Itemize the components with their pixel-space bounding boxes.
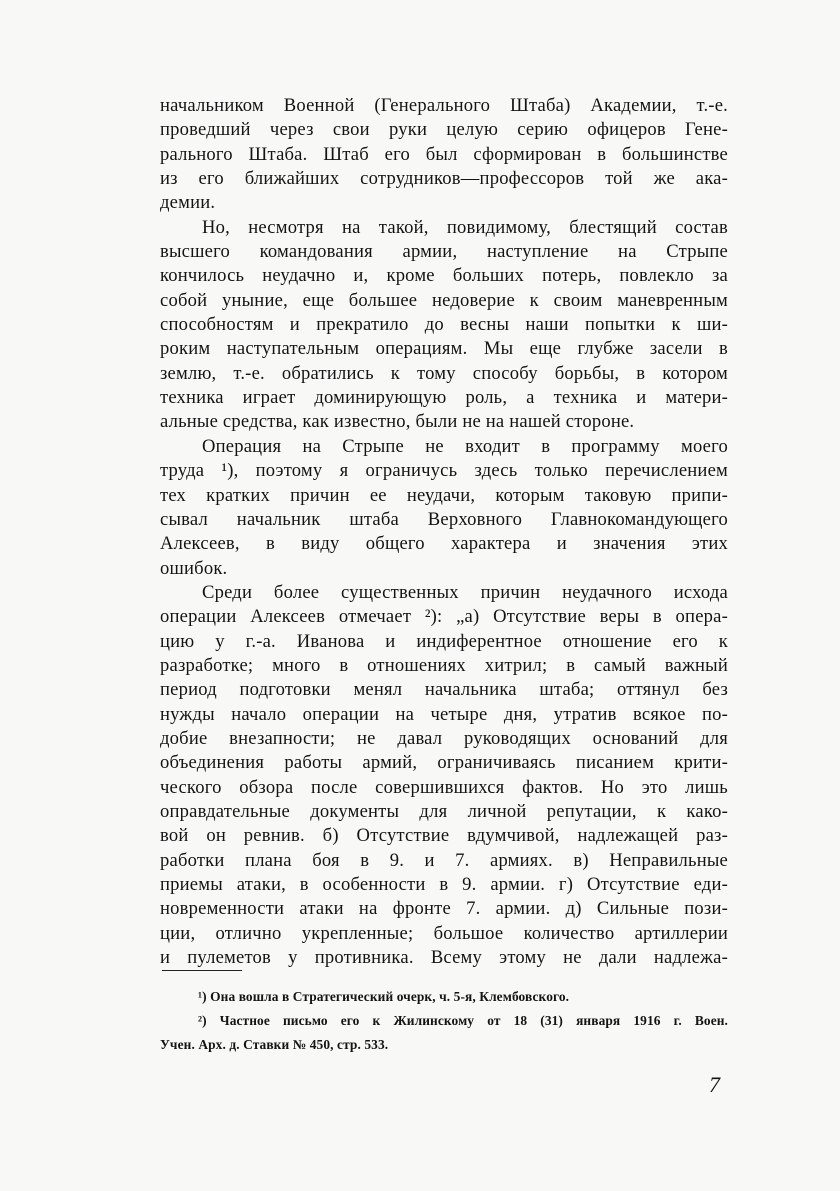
text-line: кончилось неудачно и, кроме больших потерь, повлекло за: [160, 265, 728, 287]
text-line: период подготовки менял начальника штаба; оттянул без: [160, 679, 728, 701]
text-line: цию у г.-а. Иванова и индиферентное отношение его к: [160, 630, 728, 652]
text-line: Алексеев, в виду общего характера и значения этих: [160, 533, 728, 555]
text-line: землю, т.-е. обратились к тому способу борьбы, в котором: [160, 362, 728, 384]
text-line: приемы атаки, в особенности в 9. армии. г) Отсутствие еди-: [160, 874, 728, 895]
footnote-2-continued: Учен. Арх. д. Ставки № 450, стр. 533.: [160, 1037, 389, 1052]
text-line: ческого обзора после совершившихся фактов. Но это лишь: [160, 776, 728, 798]
footnote-2: ²) Частное письмо его к Жилинскому от 18 (31) января 1916 г. Воен.: [198, 1013, 728, 1028]
text-line: нужды начало операции на четыре дня, утратив всякое по-: [160, 703, 728, 725]
text-line: оправдательные документы для личной репутации, к како-: [160, 800, 728, 822]
paragraph-3: [160, 435, 728, 581]
text-line: проведший через свои руки целую серию офицеров Гене-: [160, 119, 728, 141]
text-line: сывал начальник штаба Верховного Главнокомандующего: [160, 508, 728, 530]
text-line: труда ¹), поэтому я ограничусь здесь только перечислением: [160, 460, 728, 482]
text-line: добие внезапности; не давал руководящих оснований для: [160, 727, 728, 749]
text-line: ошибок.: [160, 557, 228, 579]
paragraph-1: [160, 94, 728, 216]
text-line: Операция на Стрыпе не входит в программу моего: [202, 435, 728, 457]
page-number: 7: [709, 1072, 720, 1097]
text-line: начальником Военной (Генерального Штаба) Академии, т.-е.: [160, 95, 728, 116]
text-line: работки плана боя в 9. и 7. армиях. в) Неправильные: [160, 849, 728, 871]
text-line: Но, несмотря на такой, повидимому, блестящий состав: [202, 216, 728, 238]
text-line: рального Штаба. Штаб его был сформирован в большинстве: [160, 143, 728, 165]
text-line: тех кратких причин ее неудачи, которым таковую припи-: [160, 484, 728, 506]
text-line: объединения работы армий, ограничиваясь писанием крити-: [160, 752, 728, 774]
text-line: роким наступательным операциям. Мы еще глубже засели в: [160, 338, 728, 360]
footnote-1: ¹) Она вошла в Стратегический очерк, ч. 5-я, Клембовского.: [198, 989, 570, 1004]
paragraph-4: [160, 581, 728, 971]
text-line: собой уныние, еще большее недоверие к своим маневренным: [160, 289, 728, 311]
text-line: новременности атаки на фронте 7. армии. д) Сильные пози-: [160, 898, 728, 920]
text-line: способностям и прекратило до весны наши попытки к ши-: [160, 314, 728, 336]
text-line: разработке; много в отношениях хитрил; в самый важный: [160, 654, 728, 676]
footnotes: [160, 985, 728, 1057]
footnote-divider: [162, 970, 242, 971]
text-line: Среди более существенных причин неудачного исхода: [202, 581, 728, 603]
text-line: техника играет доминирующую роль, а техника и матери-: [160, 387, 728, 409]
main-text: [160, 94, 728, 970]
text-line: демии.: [160, 192, 216, 214]
paragraph-2: [160, 216, 728, 435]
text-line: и пулеметов у противника. Всему этому не дали надлежа-: [160, 947, 728, 969]
text-line: из его ближайших сотрудников—профессоров той же ака-: [160, 168, 728, 190]
text-line: вой он ревнив. б) Отсутствие вдумчивой, надлежащей раз-: [160, 825, 728, 847]
text-line: альные средства, как известно, были не на нашей стороне.: [160, 411, 635, 433]
text-line: высшего командования армии, наступление на Стрыпе: [160, 241, 728, 263]
text-line: ции, отлично укрепленные; большое количество артиллерии: [160, 922, 728, 944]
text-line: операции Алексеев отмечает ²): „а) Отсутствие веры в опера-: [160, 606, 728, 628]
